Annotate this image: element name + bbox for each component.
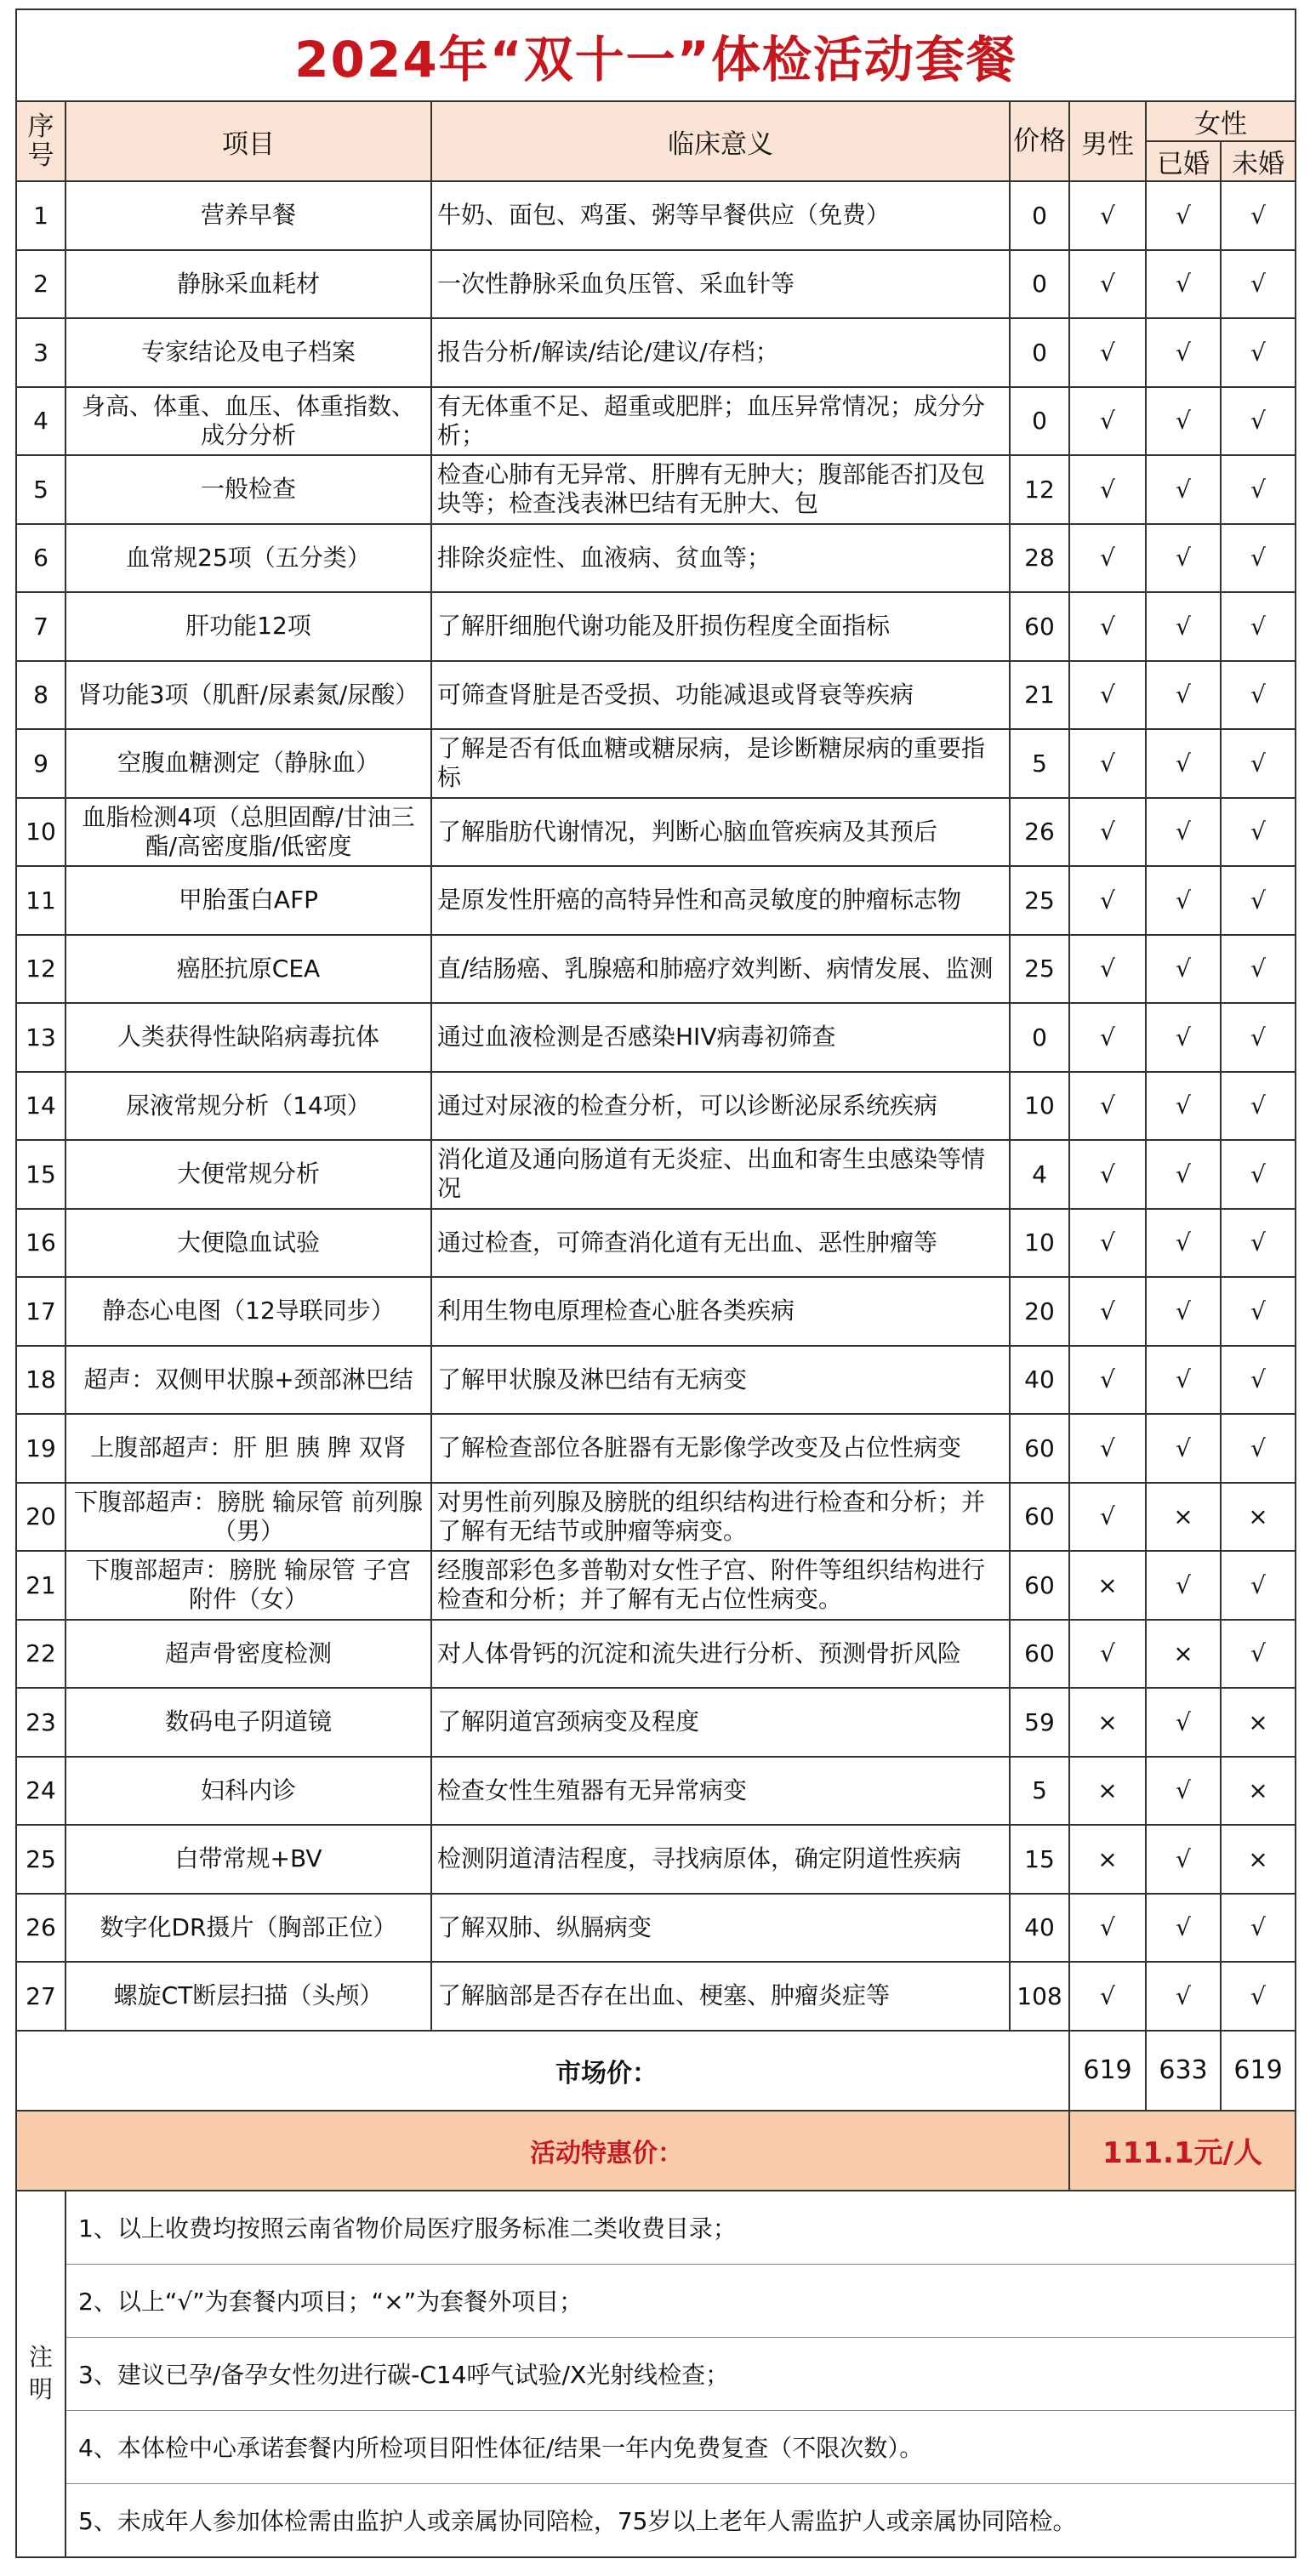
row-male-mark: √ <box>1069 1140 1146 1209</box>
row-item: 大便常规分析 <box>66 1140 431 1209</box>
row-unmarried-mark: √ <box>1221 592 1296 661</box>
table-row <box>16 524 1296 593</box>
row-price: 60 <box>1010 1551 1069 1620</box>
row-married-mark: √ <box>1146 455 1221 524</box>
row-price: 4 <box>1010 1140 1069 1209</box>
header-price: 价格 <box>1010 101 1069 181</box>
row-price: 5 <box>1010 1757 1069 1826</box>
note-line: 2、以上“√”为套餐内项目；“×”为套餐外项目； <box>66 2264 1296 2337</box>
note-line: 4、本体检中心承诺套餐内所检项目阳性体征/结果一年内免费复查（不限次数）。 <box>66 2410 1296 2483</box>
row-no: 10 <box>16 798 66 867</box>
row-price: 25 <box>1010 935 1069 1004</box>
row-unmarried-mark: √ <box>1221 1140 1296 1209</box>
row-male-mark: √ <box>1069 524 1146 593</box>
table-row <box>16 1825 1296 1894</box>
row-price: 12 <box>1010 455 1069 524</box>
row-no: 19 <box>16 1414 66 1483</box>
row-no: 12 <box>16 935 66 1004</box>
table-row <box>16 1620 1296 1689</box>
row-married-mark: √ <box>1146 661 1221 730</box>
row-male-mark: × <box>1069 1551 1146 1620</box>
row-married-mark: √ <box>1146 729 1221 798</box>
row-item: 肾功能3项（肌酐/尿素氮/尿酸） <box>66 661 431 730</box>
notes-label-text: 注明 <box>28 2343 53 2403</box>
row-married-mark: × <box>1146 1483 1221 1552</box>
row-meaning: 通过对尿液的检查分析，可以诊断泌尿系统疾病 <box>431 1072 1010 1141</box>
row-no: 22 <box>16 1620 66 1689</box>
header-unmarried: 未婚 <box>1221 141 1296 181</box>
table-row <box>16 387 1296 456</box>
row-meaning: 通过血液检测是否感染HIV病毒初筛查 <box>431 1003 1010 1072</box>
row-price: 20 <box>1010 1277 1069 1346</box>
row-no: 13 <box>16 1003 66 1072</box>
row-unmarried-mark: √ <box>1221 318 1296 387</box>
row-male-mark: × <box>1069 1825 1146 1894</box>
row-meaning: 对男性前列腺及膀胱的组织结构进行检查和分析；并了解有无结节或肿瘤等病变。 <box>431 1483 1010 1552</box>
table-row <box>16 455 1296 524</box>
table-row <box>16 1072 1296 1141</box>
market-price-male: 619 <box>1069 2031 1146 2111</box>
row-male-mark: √ <box>1069 1346 1146 1415</box>
table-row <box>16 866 1296 935</box>
row-meaning: 消化道及通向肠道有无炎症、出血和寄生虫感染等情况 <box>431 1140 1010 1209</box>
row-meaning: 经腹部彩色多普勒对女性子宫、附件等组织结构进行检查和分析；并了解有无占位性病变。 <box>431 1551 1010 1620</box>
row-price: 21 <box>1010 661 1069 730</box>
row-meaning: 检查心肺有无异常、肝脾有无肿大；腹部能否扪及包块等；检查浅表淋巴结有无肿大、包 <box>431 455 1010 524</box>
row-unmarried-mark: × <box>1221 1757 1296 1826</box>
table-row <box>16 1551 1296 1620</box>
row-unmarried-mark: √ <box>1221 1962 1296 2031</box>
row-meaning: 牛奶、面包、鸡蛋、粥等早餐供应（免费） <box>431 181 1010 250</box>
row-price: 26 <box>1010 798 1069 867</box>
row-price: 0 <box>1010 318 1069 387</box>
row-male-mark: √ <box>1069 1483 1146 1552</box>
table-row <box>16 1757 1296 1826</box>
row-male-mark: × <box>1069 1757 1146 1826</box>
row-meaning: 利用生物电原理检查心脏各类疾病 <box>431 1277 1010 1346</box>
row-item: 上腹部超声：肝 胆 胰 脾 双肾 <box>66 1414 431 1483</box>
row-unmarried-mark: √ <box>1221 524 1296 593</box>
row-unmarried-mark: √ <box>1221 1003 1296 1072</box>
row-male-mark: √ <box>1069 798 1146 867</box>
table-row <box>16 250 1296 319</box>
row-meaning: 了解脑部是否存在出血、梗塞、肿瘤炎症等 <box>431 1962 1010 2031</box>
row-price: 10 <box>1010 1209 1069 1278</box>
row-married-mark: √ <box>1146 1688 1221 1757</box>
row-price: 40 <box>1010 1346 1069 1415</box>
row-married-mark: √ <box>1146 1277 1221 1346</box>
row-price: 0 <box>1010 250 1069 319</box>
table-row <box>16 1962 1296 2031</box>
row-married-mark: √ <box>1146 798 1221 867</box>
row-item: 血常规25项（五分类） <box>66 524 431 593</box>
row-male-mark: √ <box>1069 1209 1146 1278</box>
header-item: 项目 <box>66 101 431 181</box>
row-male-mark: √ <box>1069 935 1146 1004</box>
row-no: 9 <box>16 729 66 798</box>
row-meaning: 了解肝细胞代谢功能及肝损伤程度全面指标 <box>431 592 1010 661</box>
row-married-mark: √ <box>1146 866 1221 935</box>
row-item: 超声骨密度检测 <box>66 1620 431 1689</box>
row-unmarried-mark: √ <box>1221 1414 1296 1483</box>
row-married-mark: √ <box>1146 524 1221 593</box>
row-married-mark: √ <box>1146 592 1221 661</box>
row-meaning: 了解是否有低血糖或糖尿病，是诊断糖尿病的重要指标 <box>431 729 1010 798</box>
row-price: 25 <box>1010 866 1069 935</box>
row-unmarried-mark: √ <box>1221 798 1296 867</box>
row-male-mark: √ <box>1069 250 1146 319</box>
row-no: 11 <box>16 866 66 935</box>
checkup-package-sheet <box>15 9 1295 2558</box>
row-unmarried-mark: √ <box>1221 935 1296 1004</box>
row-no: 18 <box>16 1346 66 1415</box>
row-no: 20 <box>16 1483 66 1552</box>
row-unmarried-mark: √ <box>1221 1620 1296 1689</box>
row-price: 0 <box>1010 181 1069 250</box>
row-item: 肝功能12项 <box>66 592 431 661</box>
row-item: 白带常规+BV <box>66 1825 431 1894</box>
row-male-mark: √ <box>1069 866 1146 935</box>
row-item: 甲胎蛋白AFP <box>66 866 431 935</box>
row-no: 7 <box>16 592 66 661</box>
row-meaning: 对人体骨钙的沉淀和流失进行分析、预测骨折风险 <box>431 1620 1010 1689</box>
row-price: 15 <box>1010 1825 1069 1894</box>
row-price: 28 <box>1010 524 1069 593</box>
row-married-mark: √ <box>1146 1346 1221 1415</box>
table-row <box>16 1483 1296 1552</box>
table-row <box>16 1003 1296 1072</box>
package-rows <box>16 181 1296 2031</box>
row-married-mark: √ <box>1146 1825 1221 1894</box>
row-no: 27 <box>16 1962 66 2031</box>
table-row <box>16 1414 1296 1483</box>
table-row <box>16 1209 1296 1278</box>
row-item: 身高、体重、血压、体重指数、成分分析 <box>66 387 431 456</box>
row-married-mark: √ <box>1146 387 1221 456</box>
row-price: 10 <box>1010 1072 1069 1141</box>
row-no: 17 <box>16 1277 66 1346</box>
row-no: 21 <box>16 1551 66 1620</box>
row-no: 15 <box>16 1140 66 1209</box>
row-item: 静脉采血耗材 <box>66 250 431 319</box>
row-meaning: 有无体重不足、超重或肥胖；血压异常情况；成分分析； <box>431 387 1010 456</box>
promo-price-value: 111.1元/人 <box>1069 2111 1296 2191</box>
row-price: 5 <box>1010 729 1069 798</box>
row-price: 60 <box>1010 592 1069 661</box>
note-line: 5、未成年人参加体检需由监护人或亲属协同陪检，75岁以上老年人需监护人或亲属协同陪检。 <box>66 2483 1296 2557</box>
row-item: 数码电子阴道镜 <box>66 1688 431 1757</box>
promo-price-row <box>16 2111 1296 2191</box>
row-unmarried-mark: √ <box>1221 1072 1296 1141</box>
notes-label <box>16 2191 66 2557</box>
market-price-label: 市场价： <box>16 2031 1069 2111</box>
header-married: 已婚 <box>1146 141 1221 181</box>
row-meaning: 报告分析/解读/结论/建议/存档； <box>431 318 1010 387</box>
row-meaning: 了解阴道宫颈病变及程度 <box>431 1688 1010 1757</box>
row-male-mark: √ <box>1069 455 1146 524</box>
row-price: 0 <box>1010 1003 1069 1072</box>
row-no: 4 <box>16 387 66 456</box>
row-item: 尿液常规分析（14项） <box>66 1072 431 1141</box>
row-unmarried-mark: √ <box>1221 1894 1296 1963</box>
row-unmarried-mark: √ <box>1221 661 1296 730</box>
table-row <box>16 661 1296 730</box>
header-female: 女性 <box>1146 101 1296 141</box>
row-male-mark: √ <box>1069 1894 1146 1963</box>
row-male-mark: √ <box>1069 1277 1146 1346</box>
row-married-mark: √ <box>1146 1003 1221 1072</box>
row-no: 26 <box>16 1894 66 1963</box>
row-meaning: 排除炎症性、血液病、贫血等； <box>431 524 1010 593</box>
row-male-mark: √ <box>1069 1414 1146 1483</box>
row-unmarried-mark: × <box>1221 1825 1296 1894</box>
header-no: 序号 <box>16 101 66 181</box>
row-male-mark: × <box>1069 1688 1146 1757</box>
row-no: 5 <box>16 455 66 524</box>
row-item: 癌胚抗原CEA <box>66 935 431 1004</box>
row-meaning: 直/结肠癌、乳腺癌和肺癌疗效判断、病情发展、监测 <box>431 935 1010 1004</box>
row-unmarried-mark: × <box>1221 1483 1296 1552</box>
row-item: 数字化DR摄片（胸部正位） <box>66 1894 431 1963</box>
table-row <box>16 935 1296 1004</box>
row-male-mark: √ <box>1069 318 1146 387</box>
row-item: 人类获得性缺陷病毒抗体 <box>66 1003 431 1072</box>
table-row <box>16 1140 1296 1209</box>
row-meaning: 检测阴道清洁程度，寻找病原体，确定阴道性疾病 <box>431 1825 1010 1894</box>
row-married-mark: × <box>1146 1620 1221 1689</box>
row-item: 下腹部超声：膀胱 输尿管 子宫 附件（女） <box>66 1551 431 1620</box>
table-row <box>16 1688 1296 1757</box>
row-married-mark: √ <box>1146 181 1221 250</box>
row-no: 6 <box>16 524 66 593</box>
note-line: 3、建议已孕/备孕女性勿进行碳-C14呼气试验/X光射线检查； <box>66 2337 1296 2410</box>
row-item: 营养早餐 <box>66 181 431 250</box>
row-male-mark: √ <box>1069 387 1146 456</box>
row-price: 60 <box>1010 1483 1069 1552</box>
row-item: 妇科内诊 <box>66 1757 431 1826</box>
market-price-row <box>16 2031 1296 2111</box>
row-meaning: 了解检查部位各脏器有无影像学改变及占位性病变 <box>431 1414 1010 1483</box>
row-no: 16 <box>16 1209 66 1278</box>
row-item: 专家结论及电子档案 <box>66 318 431 387</box>
row-no: 3 <box>16 318 66 387</box>
row-no: 1 <box>16 181 66 250</box>
row-no: 14 <box>16 1072 66 1141</box>
row-married-mark: √ <box>1146 250 1221 319</box>
row-no: 23 <box>16 1688 66 1757</box>
row-male-mark: √ <box>1069 181 1146 250</box>
promo-price-label: 活动特惠价： <box>16 2111 1069 2191</box>
row-married-mark: √ <box>1146 1140 1221 1209</box>
table-row <box>16 1277 1296 1346</box>
row-price: 40 <box>1010 1894 1069 1963</box>
row-married-mark: √ <box>1146 1962 1221 2031</box>
row-unmarried-mark: √ <box>1221 181 1296 250</box>
row-meaning: 检查女性生殖器有无异常病变 <box>431 1757 1010 1826</box>
row-item: 大便隐血试验 <box>66 1209 431 1278</box>
market-price-married: 633 <box>1146 2031 1221 2111</box>
row-no: 25 <box>16 1825 66 1894</box>
row-unmarried-mark: √ <box>1221 1551 1296 1620</box>
note-line: 1、以上收费均按照云南省物价局医疗服务标准二类收费目录； <box>66 2191 1296 2265</box>
row-married-mark: √ <box>1146 935 1221 1004</box>
table-row <box>16 181 1296 250</box>
package-table <box>15 9 1296 2191</box>
row-unmarried-mark: √ <box>1221 729 1296 798</box>
row-item: 空腹血糖测定（静脉血） <box>66 729 431 798</box>
table-row <box>16 592 1296 661</box>
row-married-mark: √ <box>1146 318 1221 387</box>
row-item: 下腹部超声：膀胱 输尿管 前列腺（男） <box>66 1483 431 1552</box>
table-row <box>16 798 1296 867</box>
row-married-mark: √ <box>1146 1414 1221 1483</box>
table-row <box>16 318 1296 387</box>
row-price: 60 <box>1010 1620 1069 1689</box>
market-price-unmarried: 619 <box>1221 2031 1296 2111</box>
row-male-mark: √ <box>1069 729 1146 798</box>
row-unmarried-mark: √ <box>1221 1209 1296 1278</box>
row-no: 8 <box>16 661 66 730</box>
row-item: 一般检查 <box>66 455 431 524</box>
row-married-mark: √ <box>1146 1757 1221 1826</box>
row-married-mark: √ <box>1146 1894 1221 1963</box>
row-married-mark: √ <box>1146 1072 1221 1141</box>
row-price: 108 <box>1010 1962 1069 2031</box>
row-no: 2 <box>16 250 66 319</box>
row-unmarried-mark: × <box>1221 1688 1296 1757</box>
header-male: 男性 <box>1069 101 1146 181</box>
row-unmarried-mark: √ <box>1221 455 1296 524</box>
row-male-mark: √ <box>1069 661 1146 730</box>
row-meaning: 了解双肺、纵膈病变 <box>431 1894 1010 1963</box>
header-meaning: 临床意义 <box>431 101 1010 181</box>
row-male-mark: √ <box>1069 1962 1146 2031</box>
row-no: 24 <box>16 1757 66 1826</box>
row-male-mark: √ <box>1069 1003 1146 1072</box>
row-unmarried-mark: √ <box>1221 866 1296 935</box>
notes-table <box>15 2191 1296 2558</box>
table-row <box>16 1346 1296 1415</box>
row-item: 静态心电图（12导联同步） <box>66 1277 431 1346</box>
row-meaning: 是原发性肝癌的高特异性和高灵敏度的肿瘤标志物 <box>431 866 1010 935</box>
row-meaning: 通过检查，可筛查消化道有无出血、恶性肿瘤等 <box>431 1209 1010 1278</box>
row-meaning: 可筛查肾脏是否受损、功能减退或肾衰等疾病 <box>431 661 1010 730</box>
row-married-mark: √ <box>1146 1551 1221 1620</box>
row-meaning: 了解甲状腺及淋巴结有无病变 <box>431 1346 1010 1415</box>
table-row <box>16 1894 1296 1963</box>
row-unmarried-mark: √ <box>1221 1277 1296 1346</box>
row-meaning: 了解脂肪代谢情况，判断心脑血管疾病及其预后 <box>431 798 1010 867</box>
row-item: 螺旋CT断层扫描（头颅） <box>66 1962 431 2031</box>
page-title: 2024年“双十一”体检活动套餐 <box>16 9 1296 101</box>
row-item: 血脂检测4项（总胆固醇/甘油三酯/高密度脂/低密度 <box>66 798 431 867</box>
row-price: 59 <box>1010 1688 1069 1757</box>
row-male-mark: √ <box>1069 592 1146 661</box>
row-price: 60 <box>1010 1414 1069 1483</box>
row-unmarried-mark: √ <box>1221 1346 1296 1415</box>
table-row <box>16 729 1296 798</box>
row-item: 超声：双侧甲状腺+颈部淋巴结 <box>66 1346 431 1415</box>
row-meaning: 一次性静脉采血负压管、采血针等 <box>431 250 1010 319</box>
row-unmarried-mark: √ <box>1221 387 1296 456</box>
row-male-mark: √ <box>1069 1620 1146 1689</box>
row-unmarried-mark: √ <box>1221 250 1296 319</box>
row-price: 0 <box>1010 387 1069 456</box>
row-married-mark: √ <box>1146 1209 1221 1278</box>
row-male-mark: √ <box>1069 1072 1146 1141</box>
